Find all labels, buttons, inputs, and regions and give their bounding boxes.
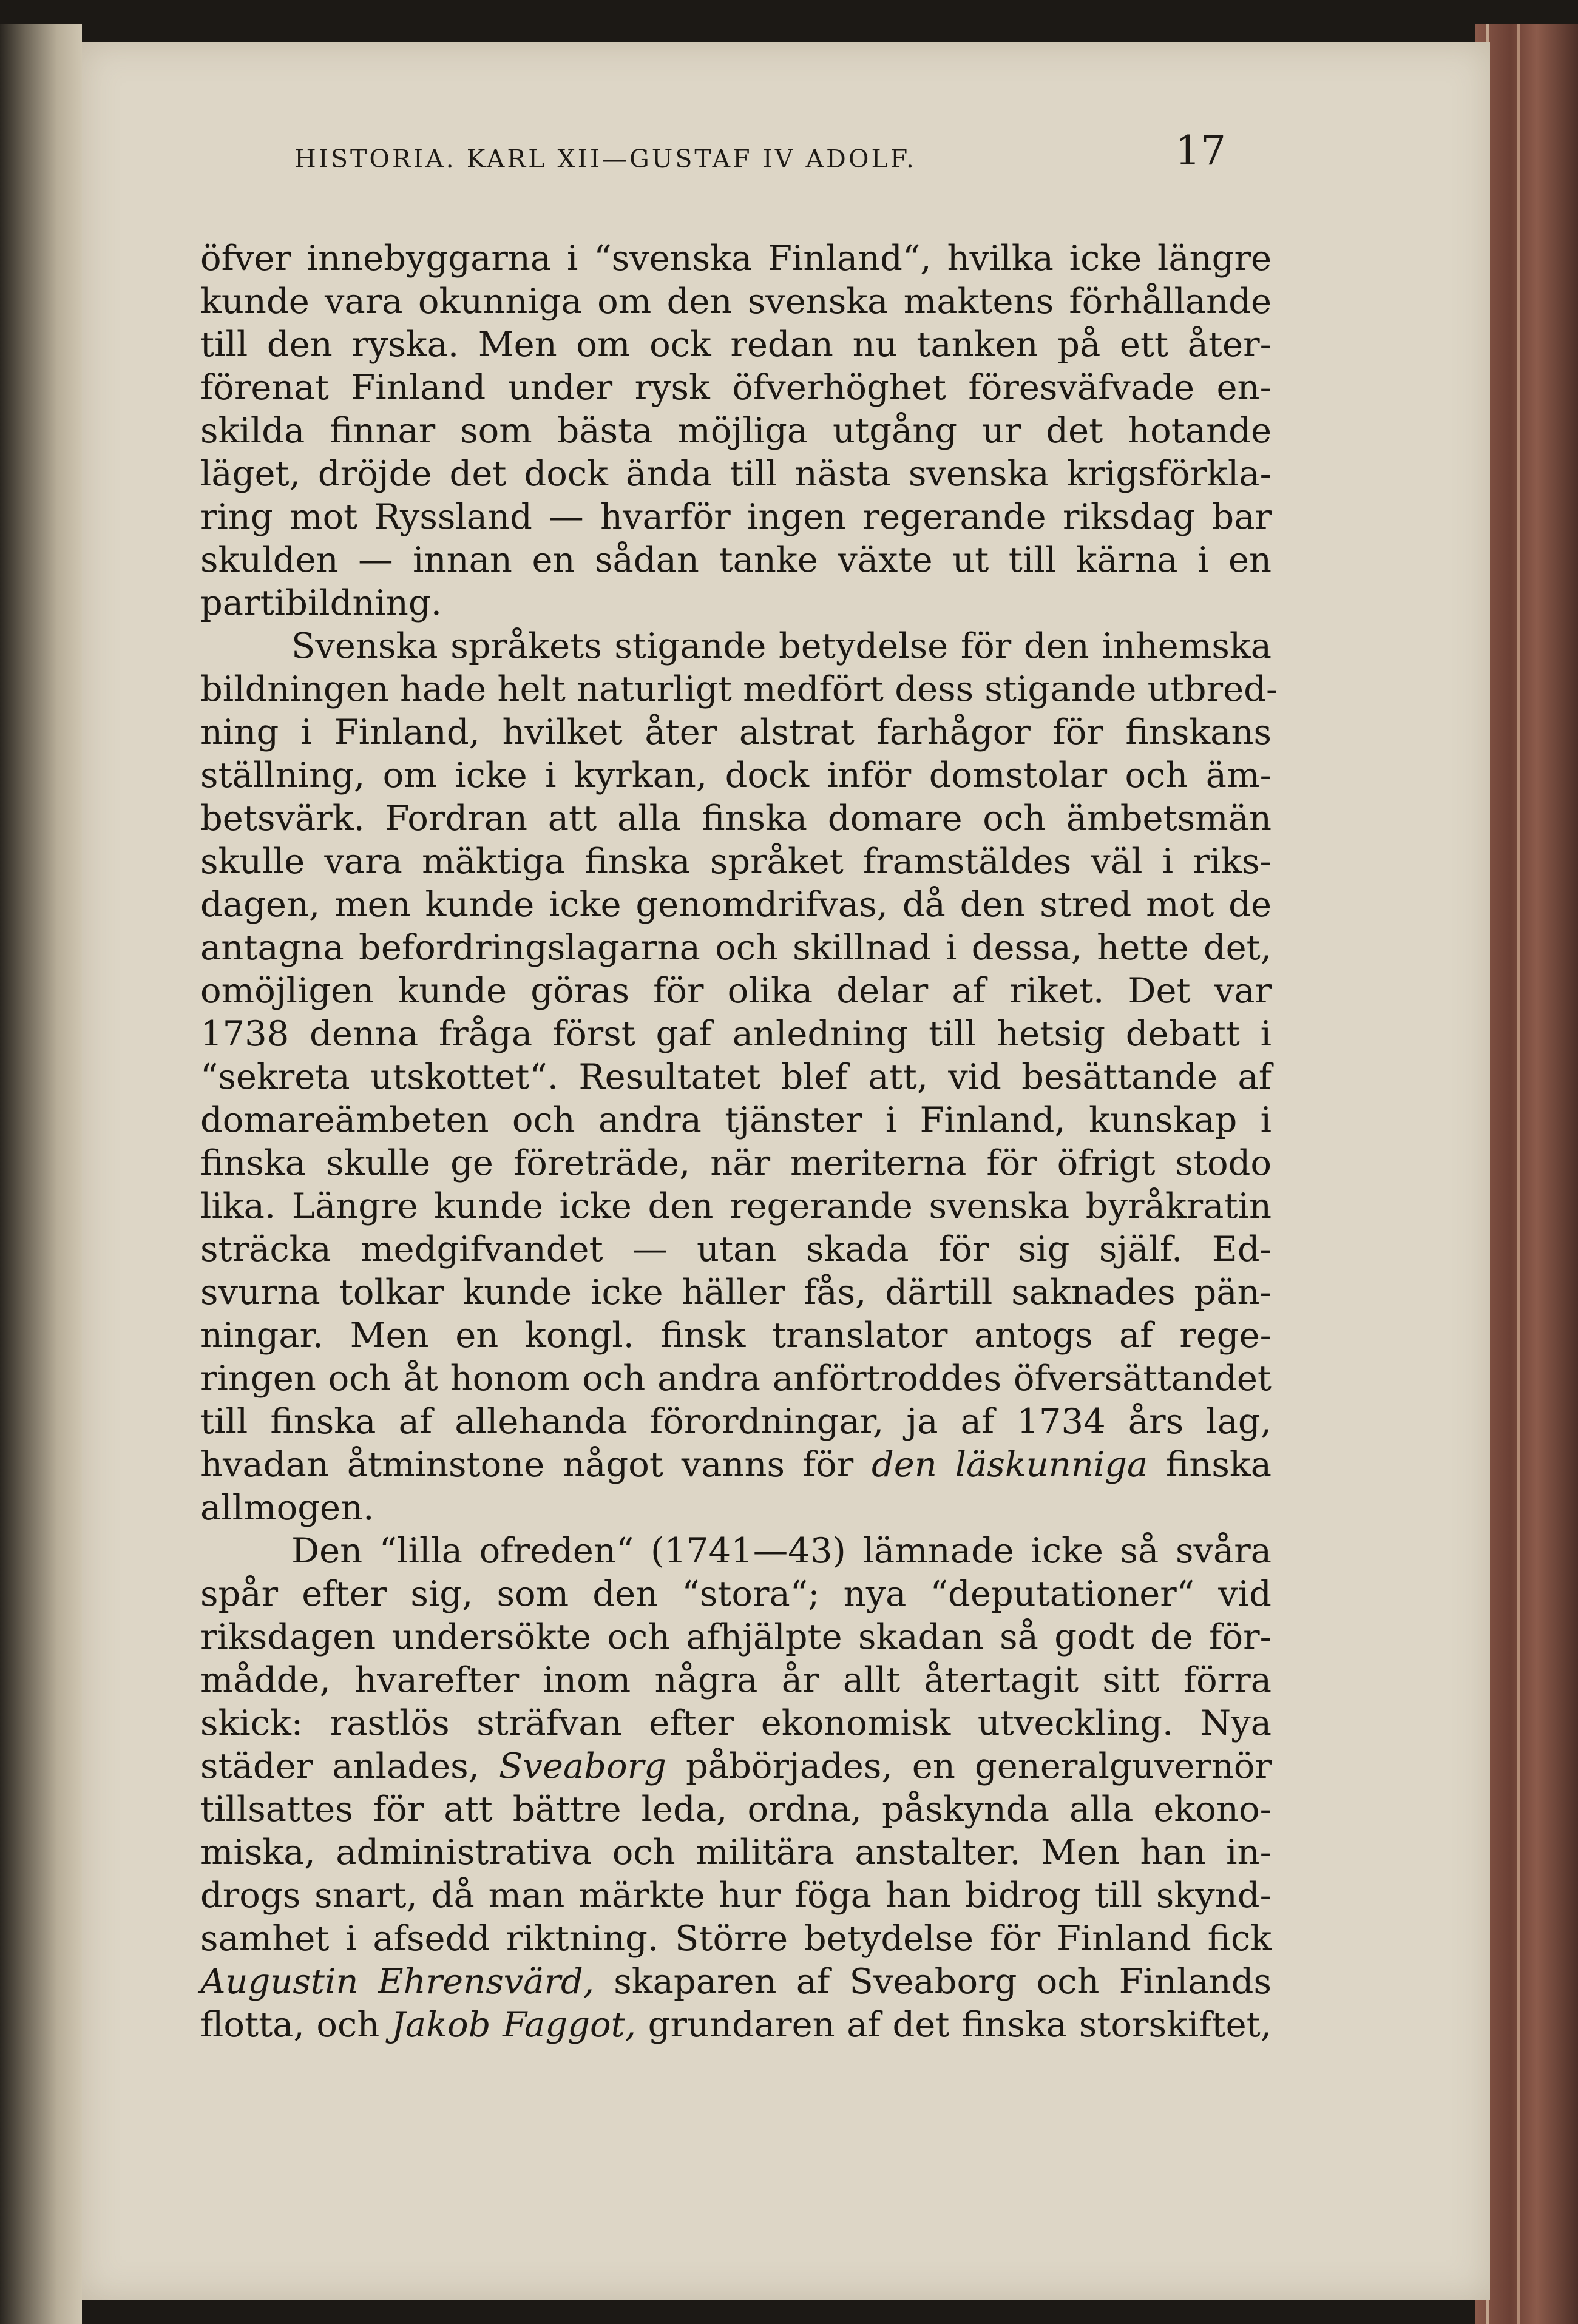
text-segment: skaparen af Sveaborg och Finlands — [594, 1961, 1272, 2002]
text-line: öfver innebyggarna i “svenska Finland“, hvilka icke längre — [200, 238, 1272, 279]
text-segment: grundaren af det finska storskiftet, — [636, 2004, 1272, 2045]
text-line: ningar. Men en kongl. finsk translator antogs af rege- — [200, 1315, 1272, 1356]
text-line: svurna tolkar kunde icke häller fås, därtill saknades pän- — [200, 1272, 1272, 1312]
text-segment: städer anlades, — [200, 1746, 499, 1786]
text-line: tillsattes för att bättre leda, ordna, påskynda alla ekono- — [200, 1789, 1272, 1829]
body-text — [200, 237, 1278, 2046]
text-line: kunde vara okunniga om den svenska maktens förhållande — [200, 281, 1272, 322]
text-line: skulden — innan en sådan tanke växte ut till kärna i en — [200, 539, 1272, 580]
text-line: läget, dröjde det dock ända till nästa svenska krigsförkla- — [200, 453, 1272, 494]
text-line: antagna befordringslagarna och skillnad i dessa, hette det, — [200, 927, 1272, 968]
text-line: “sekreta utskottet“. Resultatet blef att, vid besättande af — [200, 1056, 1272, 1097]
text-line: spår efter sig, som den “stora“; nya “deputationer“ vid — [200, 1573, 1272, 1614]
italic-text: Augustin Ehrensvärd, — [200, 1961, 595, 2002]
text-line: mådde, hvarefter inom några år allt återtagit sitt förra — [200, 1660, 1272, 1700]
page-number: 17 — [1175, 127, 1226, 174]
book-binding-right — [1475, 24, 1578, 2324]
text-segment: flotta, och — [200, 2004, 391, 2045]
text-segment: hvadan åtminstone något vanns för — [200, 1444, 872, 1485]
text-segment: påbörjades, en generalguvernör — [666, 1746, 1272, 1786]
book-binding-left — [0, 24, 82, 2324]
text-line: ring mot Ryssland — hvarför ingen regerande riksdag bar — [200, 496, 1272, 537]
text-line: partibildning. — [200, 583, 442, 623]
text-line: omöjligen kunde göras för olika delar af riket. Det var — [200, 970, 1272, 1011]
text-line: skilda finnar som bästa möjliga utgång ur det hotande — [200, 410, 1272, 451]
running-title: HISTORIA. KARL XII—GUSTAF IV ADOLF. — [294, 144, 916, 174]
text-line: Den “lilla ofreden“ (1741—43) lämnade icke så svåra — [291, 1530, 1272, 1571]
text-line: Svenska språkets stigande betydelse för den inhemska — [291, 626, 1272, 666]
text-line: förenat Finland under rysk öfverhöghet föresväfvade en- — [200, 367, 1272, 408]
italic-text: den läskunniga — [871, 1444, 1148, 1485]
italic-text: Jakob Faggot, — [391, 2004, 637, 2045]
text-line — [200, 1745, 1272, 1788]
text-line: samhet i afsedd riktning. Större betydelse för Finland fick — [200, 1918, 1272, 1959]
text-line: betsvärk. Fordran att alla finska domare och ämbetsmän — [200, 798, 1272, 839]
text-segment: finska — [1148, 1444, 1272, 1485]
text-line: lika. Längre kunde icke den regerande svenska byråkratin — [200, 1186, 1272, 1226]
text-line: skulle vara mäktiga finska språket framstäldes väl i riks- — [200, 841, 1272, 882]
text-line: till den ryska. Men om ock redan nu tanken på ett åter- — [200, 324, 1272, 365]
text-line: ringen och åt honom och andra anförtroddes öfversättandet — [200, 1358, 1272, 1399]
text-line: 1738 denna fråga först gaf anledning till hetsig debatt i — [200, 1013, 1272, 1054]
text-line — [200, 1443, 1272, 1486]
text-line: dagen, men kunde icke genomdrifvas, då den stred mot de — [200, 884, 1272, 925]
text-line: riksdagen undersökte och afhjälpte skadan så godt de för- — [200, 1616, 1272, 1657]
text-line: sträcka medgifvandet — utan skada för sig själf. Ed- — [200, 1229, 1272, 1269]
text-line: finska skulle ge företräde, när meriterna för öfrigt stodo — [200, 1143, 1272, 1183]
page-header — [294, 127, 1226, 188]
italic-text: Sveaborg — [499, 1746, 666, 1786]
text-line: skick: rastlös sträfvan efter ekonomisk utveckling. Nya — [200, 1703, 1272, 1743]
text-line: bildningen hade helt naturligt medfört dess stigande utbred- — [200, 669, 1278, 709]
text-line: drogs snart, då man märkte hur föga han bidrog till skynd- — [200, 1875, 1272, 1916]
text-line — [200, 1960, 1272, 2003]
text-line: domareämbeten och andra tjänster i Finland, kunskap i — [200, 1100, 1272, 1140]
text-line: ställning, om icke i kyrkan, dock inför domstolar och äm- — [200, 755, 1272, 795]
text-line: allmogen. — [200, 1487, 374, 1528]
text-line: ning i Finland, hvilket åter alstrat farhågor för finskans — [200, 712, 1272, 752]
text-line — [200, 2003, 1272, 2046]
text-line: till finska af allehanda förordningar, ja af 1734 års lag, — [200, 1401, 1272, 1442]
text-line: miska, administrativa och militära anstalter. Men han in- — [200, 1832, 1272, 1873]
